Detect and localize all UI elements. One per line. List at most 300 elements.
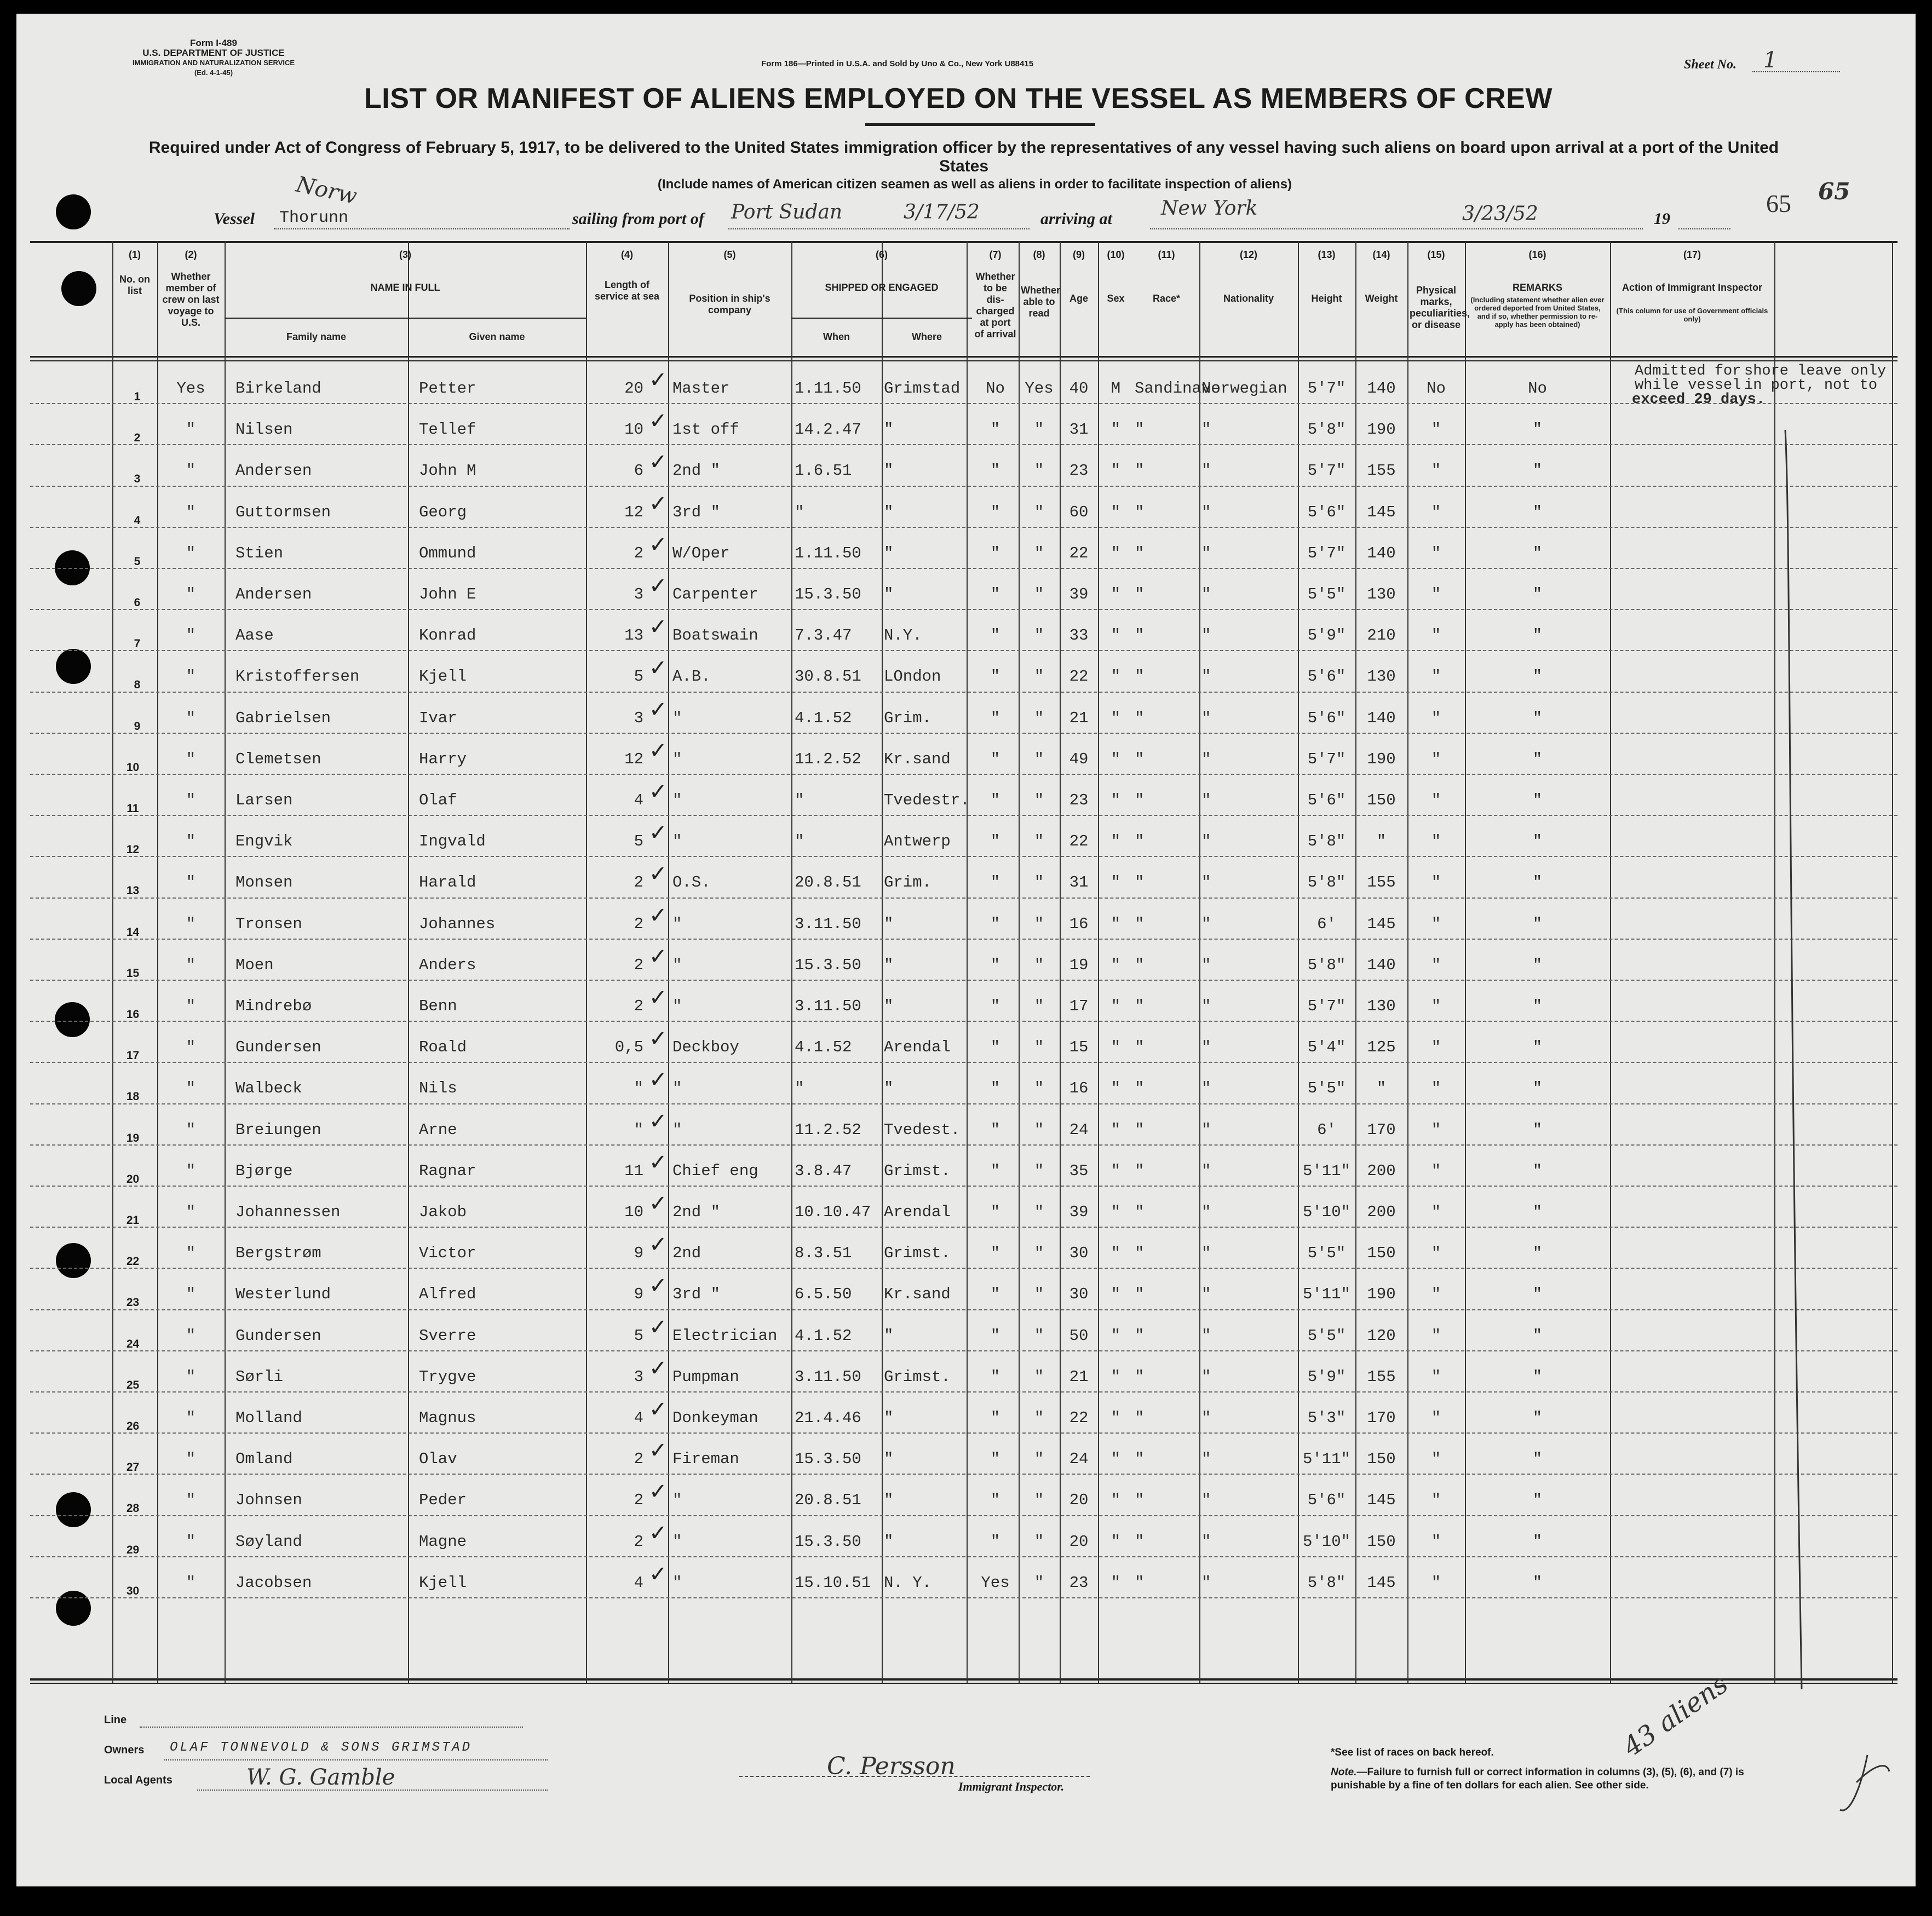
cell-age: 23 [1069,1573,1089,1592]
cell-dis: " [990,791,1001,809]
cell-sex: " [1111,1244,1121,1263]
cell-marks: " [1431,1203,1441,1221]
cell-nat: " [1201,1367,1211,1386]
row-rule [30,444,1898,445]
cell-dis: " [990,832,1001,851]
cell-age: 39 [1069,1203,1089,1221]
cell-given: Konrad [419,626,476,645]
cell-race: " [1135,1326,1145,1345]
shipped-subheader-line [791,318,972,319]
row-number: 10 [126,761,140,774]
cell-nat: " [1201,1161,1211,1180]
agents-value: W. G. Gamble [246,1765,395,1790]
cell-pos: Master [672,379,730,398]
cell-dis: " [990,1491,1001,1510]
column-number: (4) [621,249,633,260]
check-mark: ✓ [649,450,668,475]
cell-wt: 190 [1367,1285,1396,1304]
cell-age: 30 [1069,1244,1089,1263]
cell-when: 20.8.51 [795,873,861,892]
cell-pos: 3rd " [672,1285,721,1304]
cell-svc: 2 [634,914,643,933]
cell-dis: " [990,1326,1001,1345]
inspector-label: Immigrant Inspector. [958,1780,1065,1793]
cell-nat: " [1201,750,1211,768]
cell-where: " [884,1491,894,1510]
row-rule [30,815,1898,816]
check-mark: ✓ [649,1479,668,1505]
cell-nat: " [1201,791,1211,809]
cell-age: 20 [1069,1491,1089,1510]
cell-pos: Carpenter [672,585,758,603]
cell-when: 15.3.50 [795,1532,861,1551]
cell-age: 15 [1069,1038,1089,1057]
cell-nat: " [1201,914,1211,933]
cell-nat: " [1201,1573,1211,1592]
row-number: 1 [134,390,141,403]
row-rule [30,568,1898,569]
cell-sex: " [1111,956,1121,974]
cell-when: 3.11.50 [795,1367,861,1386]
cell-svc: 20 [624,379,643,398]
cell-marks: " [1431,914,1441,933]
cell-race: " [1135,1161,1145,1180]
check-mark: ✓ [649,943,668,969]
cell-wt: 170 [1367,1409,1396,1427]
cell-svc: 2 [634,1532,643,1551]
cell-prev: " [186,873,196,892]
cell-where: Grimst. [884,1244,951,1263]
cell-when: 3.11.50 [795,997,861,1015]
cell-when: " [795,832,804,851]
cell-marks: " [1431,1326,1441,1345]
cell-where: Tvedest. [884,1120,961,1139]
cell-prev: " [186,1038,196,1057]
cell-dis: " [990,956,1001,974]
row-rule [30,1597,1898,1598]
cell-sex: " [1111,1409,1121,1427]
cell-pos: Electrician [672,1326,778,1345]
check-mark: ✓ [649,738,668,763]
cell-nat: " [1201,1450,1211,1469]
cell-read: " [1034,1285,1044,1304]
column-header-c7: Whether to be dis-charged at port of arrival [974,271,1016,340]
cell-svc: 2 [634,956,643,974]
cell-age: 23 [1069,462,1089,480]
check-mark: ✓ [649,1191,668,1216]
cell-when: 15.3.50 [795,956,861,974]
row-number: 6 [134,596,141,609]
cell-read: " [1034,1120,1044,1139]
department: U.S. DEPARTMENT OF JUSTICE [142,48,285,58]
cell-wt: 170 [1367,1120,1396,1139]
check-mark: ✓ [649,1561,668,1587]
cell-pos: " [672,750,682,768]
cell-marks: " [1431,791,1441,809]
cell-given: Sverre [419,1326,476,1345]
row-number: 9 [134,720,141,733]
cell-sex: " [1111,1532,1121,1551]
cell-fam: Bjørge [235,1161,293,1180]
column-number: (11) [1158,249,1175,260]
row-number: 25 [126,1378,140,1391]
cell-prev: " [186,585,196,603]
cell-race: " [1135,1203,1145,1221]
column-header-c16: REMARKS [1512,282,1562,293]
cell-nat: " [1201,832,1211,851]
row-rule [30,897,1898,899]
row-rule [30,527,1898,528]
column-header-c2: Whether member of crew on last voyage to U.S. [162,271,220,328]
cell-where: " [884,914,894,933]
cell-when: 4.1.52 [795,1326,852,1345]
cell-pos: " [672,997,682,1015]
cell-when: 15.3.50 [795,585,861,603]
cell-dis: No [986,379,1005,398]
cell-when: " [795,503,804,521]
cell-sex: " [1111,1038,1121,1057]
cell-pos: " [672,1532,682,1551]
cell-fam: Andersen [235,462,312,480]
cell-age: 40 [1069,379,1089,398]
check-mark: ✓ [649,408,668,434]
sailing-label: sailing from port of [572,210,704,228]
check-mark: ✓ [649,1438,668,1464]
cell-given: Benn [419,997,457,1015]
page-title: LIST OR MANIFEST OF ALIENS EMPLOYED ON THE VESSEL AS MEMBERS OF CREW [364,83,1553,114]
cell-fam: Johnsen [235,1491,302,1510]
cell-pos: " [672,791,682,809]
cell-nat: " [1201,1079,1211,1098]
cell-pos: " [672,709,682,727]
cell-given: Kjell [419,668,467,686]
cell-given: Trygve [419,1367,476,1386]
row-number: 27 [126,1461,140,1474]
column-number: (8) [1033,249,1045,260]
cell-prev: " [186,1161,196,1180]
cell-when: 14.2.47 [795,421,861,439]
manifest-sheet [16,14,1916,1886]
cell-when: 21.4.46 [795,1409,861,1427]
line-label: Line [104,1714,127,1726]
row-number: 8 [134,678,141,692]
cell-svc: 13 [624,626,643,645]
cell-pos: " [672,1120,682,1139]
cell-pos: " [672,914,682,933]
column-header-c11: Race* [1152,293,1181,304]
cell-wt: 150 [1367,1532,1396,1551]
cell-dis: Yes [981,1573,1010,1592]
cell-when: 1.11.50 [795,379,861,398]
cell-prev: " [186,1532,196,1551]
cell-given: Nils [419,1079,457,1098]
cell-wt: 200 [1367,1161,1396,1180]
column-subheader-c3b: Given name [469,331,525,342]
cell-prev: " [186,1367,196,1386]
cell-prev: " [186,791,196,809]
cell-when: 4.1.52 [795,1038,852,1057]
cell-dis: " [990,709,1001,727]
cell-where: " [884,1079,894,1098]
cell-rem: " [1532,791,1543,809]
cell-read: " [1034,1161,1044,1180]
row-rule [30,939,1898,940]
cell-given: Harald [419,873,476,892]
check-mark: ✓ [649,861,668,887]
cell-where: " [884,462,894,480]
header-bottom-border [30,356,1898,358]
cell-where: Tvedestr. [884,791,970,809]
aliens-count: 43 aliens [1617,1668,1734,1763]
cell-wt: 140 [1367,544,1396,562]
cell-dis: " [990,1203,1001,1221]
cell-marks: " [1431,1285,1441,1304]
cell-rem: No [1528,379,1547,398]
cell-age: 33 [1069,626,1089,645]
cell-race: Sandinave [1135,379,1221,398]
cell-where: " [884,956,894,974]
column-number: (15) [1427,249,1445,260]
cell-rem: " [1532,421,1543,439]
cell-where: N.Y. [884,626,922,645]
cell-given: Petter [419,379,476,398]
cell-sex: " [1111,626,1121,645]
inspector-long-mark [1741,419,1818,1700]
cell-given: Georg [419,503,467,521]
cell-read: " [1034,503,1044,521]
column-header-c13: Height [1311,293,1342,304]
cell-read: " [1034,956,1044,974]
cell-rem: " [1532,544,1543,562]
cell-rem: " [1532,914,1543,933]
check-mark: ✓ [649,820,668,846]
cell-given: Olav [419,1450,457,1469]
cell-prev: " [186,956,196,974]
cell-fam: Gundersen [235,1038,321,1057]
column-number: (2) [185,249,197,260]
cell-nat: " [1201,1491,1211,1510]
cell-read: " [1034,668,1044,686]
cell-wt: 150 [1367,1244,1396,1263]
cell-where: N. Y. [884,1573,932,1592]
cell-dis: " [990,626,1001,645]
cell-where: Arendal [884,1038,951,1057]
cell-fam: Molland [235,1409,302,1427]
cell-wt: 130 [1367,668,1396,686]
cell-nat: " [1201,544,1211,562]
cell-read: " [1034,750,1044,768]
cell-fam: Clemetsen [235,750,321,768]
cell-race: " [1135,791,1145,809]
cell-svc: 5 [634,668,643,686]
row-number: 15 [126,966,140,980]
cell-pos: Fireman [672,1450,739,1469]
cell-ht: 5'10" [1302,1203,1350,1221]
row-number: 3 [134,473,141,486]
cell-sex: " [1111,791,1121,809]
cell-read: " [1034,1038,1044,1057]
cell-when: 6.5.50 [795,1285,852,1304]
cell-read: " [1034,873,1044,892]
cell-age: 60 [1069,503,1089,521]
cell-sex: " [1111,750,1121,768]
row-number: 5 [134,555,141,568]
cell-dis: " [990,1120,1001,1139]
cell-wt: 140 [1367,379,1396,398]
cell-fam: Engvik [235,832,293,851]
cell-given: Ivar [419,709,457,727]
cell-wt: 155 [1367,1367,1396,1386]
cell-svc: 11 [624,1161,643,1180]
cell-svc: 4 [634,791,643,809]
cell-race: " [1135,832,1145,851]
cell-marks: " [1431,873,1441,892]
cell-read: " [1034,544,1044,562]
cell-wt: 145 [1367,503,1396,521]
cell-nat: " [1201,626,1211,645]
cell-ht: 5'6" [1307,1491,1346,1510]
cell-wt: 125 [1367,1038,1396,1057]
cell-sex: " [1111,1326,1121,1345]
row-rule [30,1350,1898,1351]
cell-where: Grimst. [884,1367,951,1386]
cell-race: " [1135,1285,1145,1304]
cell-race: " [1135,1367,1145,1386]
cell-ht: 5'8" [1307,956,1346,974]
column-subheader-c3a: Family name [286,331,347,342]
cell-ht: 6' [1317,1120,1336,1139]
cell-nat: " [1201,503,1211,521]
cell-svc: 2 [634,873,643,892]
cell-race: " [1135,1244,1145,1263]
inspector-signature: C. Persson [827,1752,956,1780]
cell-dis: " [990,1367,1001,1386]
cell-prev: " [186,1244,196,1263]
sheet-number: 1 [1763,48,1778,73]
cell-fam: Jacobsen [235,1573,312,1592]
action-note: shore leave only in port, not to [1744,363,1887,394]
cell-given: Olaf [419,791,457,809]
cell-rem: " [1532,873,1543,892]
cell-fam: Tronsen [235,914,302,933]
cell-rem: " [1532,1491,1543,1510]
arriving-port: New York [1161,197,1258,220]
cell-sex: " [1111,1285,1121,1304]
penalty-note: Note.—Failure to furnish full or correct information in columns (3), (5), (6), and (7) is punishable by a fine of ten dollars for each alien. See other side. [1331,1767,1744,1791]
row-number: 28 [126,1502,140,1515]
cell-ht: 5'4" [1307,1038,1346,1057]
row-number: 13 [126,884,140,897]
column-divider [1610,241,1611,1683]
cell-rem: " [1532,1203,1543,1221]
cell-dis: " [990,421,1001,439]
cell-ht: 6' [1317,914,1336,933]
cell-age: 23 [1069,791,1089,809]
year-label: 19 [1654,210,1670,228]
column-header-c15: Physical marks, peculiarities, or disease [1410,285,1470,330]
cell-given: John M [419,462,476,480]
cell-nat: " [1201,1120,1211,1139]
cell-marks: " [1431,1038,1441,1057]
cell-wt: 145 [1367,1491,1396,1510]
cell-fam: Gabrielsen [235,709,331,727]
name-subheader-line [225,318,586,319]
cell-prev: " [186,668,196,686]
cell-nat: " [1201,668,1211,686]
cell-read: " [1034,1532,1044,1551]
cell-marks: " [1431,462,1441,480]
cell-nat: " [1201,585,1211,603]
cell-given: Jakob [419,1203,467,1221]
service: IMMIGRATION AND NATURALIZATION SERVICE [132,59,295,67]
cell-when: 4.1.52 [795,709,852,727]
cell-prev: " [186,1450,196,1469]
cell-age: 22 [1069,668,1089,686]
cell-when: 30.8.51 [795,668,861,686]
cell-read: " [1034,1367,1044,1386]
column-subheader-c6b: Where [911,331,942,342]
header-bottom-border-double [30,360,1898,361]
cell-dis: " [990,1161,1001,1180]
cell-ht: 5'7" [1307,379,1346,398]
cell-fam: Breiungen [235,1120,321,1139]
row-number: 23 [126,1296,140,1309]
cell-where: " [884,1326,894,1345]
cell-ht: 5'7" [1307,462,1346,480]
cell-svc: 3 [634,585,643,603]
row-number: 18 [126,1090,140,1103]
cell-wt: 145 [1367,1573,1396,1592]
cell-rem: " [1532,832,1543,851]
cell-svc: 2 [634,544,643,562]
cell-wt: " [1376,1079,1387,1098]
cell-dis: " [990,1285,1001,1304]
cell-rem: " [1532,997,1543,1015]
cell-nat: " [1201,1244,1211,1263]
cell-rem: " [1532,1409,1543,1427]
cell-race: " [1135,1038,1145,1057]
cell-read: " [1034,791,1044,809]
cell-given: Kjell [419,1573,467,1592]
cell-ht: 5'6" [1307,503,1346,521]
cell-sex: " [1111,709,1121,727]
cell-where: Grimst. [884,1161,951,1180]
cell-when: 1.11.50 [795,544,861,562]
cell-pos: Pumpman [672,1367,739,1386]
cell-race: " [1135,585,1145,603]
cell-svc: 9 [634,1285,643,1304]
row-rule [30,856,1898,857]
row-rule [30,1474,1898,1475]
row-number: 22 [126,1255,140,1268]
cell-svc: 2 [634,1450,643,1469]
cell-prev: " [186,1120,196,1139]
cell-svc: 10 [624,421,643,439]
cell-nat: " [1201,873,1211,892]
cell-svc: 12 [624,503,643,521]
cell-ht: 5'6" [1307,668,1346,686]
table-top-border [30,241,1898,243]
cell-ht: 5'7" [1307,750,1346,768]
cell-read: " [1034,1573,1044,1592]
cell-marks: No [1427,379,1446,398]
cell-rem: " [1532,462,1543,480]
cell-sex: " [1111,914,1121,933]
cell-svc: 6 [634,462,643,480]
cell-marks: " [1431,1079,1441,1098]
cell-wt: 155 [1367,462,1396,480]
cell-nat: " [1201,709,1211,727]
